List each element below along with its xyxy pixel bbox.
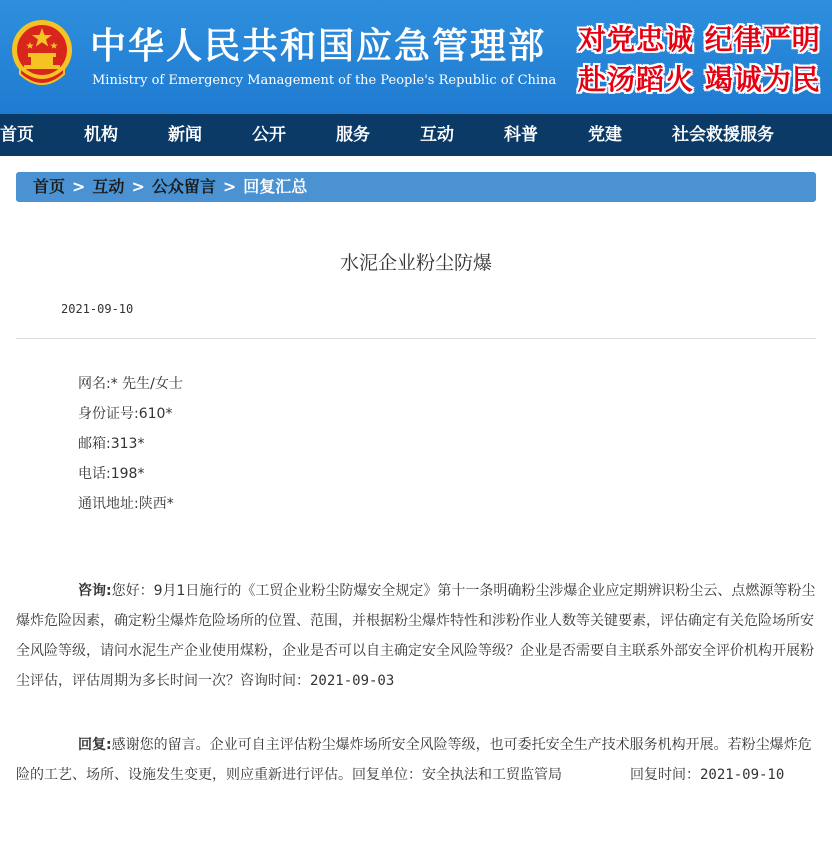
consult-paragraph <box>16 576 818 696</box>
reply-paragraph <box>16 730 818 790</box>
reply-label: 回复: <box>78 737 112 753</box>
main-nav <box>0 114 832 156</box>
breadcrumb-interaction[interactable]: 互动 <box>92 177 125 196</box>
consult-label: 咨询: <box>78 583 112 599</box>
breadcrumb-separator: > <box>131 177 145 196</box>
divider <box>16 338 816 339</box>
nav-item-disclosure[interactable]: 公开 <box>252 125 286 145</box>
info-id-number: 身份证号:610* <box>78 406 173 422</box>
info-email: 邮箱:313* <box>78 436 145 452</box>
breadcrumb-separator: > <box>72 177 86 196</box>
reply-text: 感谢您的留言。企业可自主评估粉尘爆炸场所安全风险等级，也可委托安全生产技术服务机构开展。若粉尘爆炸危险的工艺、场所、设施发生变更，则应重新进行评估。 <box>16 737 812 783</box>
nav-item-services[interactable]: 服务 <box>336 125 370 145</box>
breadcrumb-current[interactable]: 回复汇总 <box>243 177 308 196</box>
reply-time: 2021-09-10 <box>700 767 785 783</box>
reply-unit: 安全执法和工贸监管局 <box>422 767 562 783</box>
consult-time: 2021-09-03 <box>310 673 395 689</box>
breadcrumb-separator: > <box>222 177 237 196</box>
article-title: 水泥企业粉尘防爆 <box>339 252 492 274</box>
consult-time-label: 咨询时间： <box>240 673 310 689</box>
reply-unit-label: 回复单位： <box>352 767 422 783</box>
info-name: 网名:* 先生/女士 <box>78 376 183 392</box>
breadcrumb-home[interactable]: 首页 <box>33 177 66 196</box>
national-emblem-icon[interactable] <box>10 16 74 88</box>
nav-item-interaction[interactable]: 互动 <box>420 125 454 145</box>
publish-date: 2021-09-10 <box>61 302 134 316</box>
nav-item-science[interactable]: 科普 <box>504 125 538 145</box>
reply-time-label: 回复时间： <box>630 767 700 783</box>
nav-item-agencies[interactable]: 机构 <box>84 125 118 145</box>
slogan-line-2: 赴汤蹈火 竭诚为民 <box>578 63 821 96</box>
breadcrumb <box>16 172 816 202</box>
site-title[interactable]: 中华人民共和国应急管理部 <box>90 26 547 67</box>
breadcrumb-public-messages[interactable]: 公众留言 <box>151 177 216 196</box>
nav-item-party[interactable]: 党建 <box>588 125 622 145</box>
nav-item-home[interactable]: 首页 <box>0 125 34 145</box>
info-phone: 电话:198* <box>78 466 145 482</box>
site-subtitle: Ministry of Emergency Management of the People's Republic of China <box>92 73 557 88</box>
info-address: 通讯地址:陕西* <box>78 496 174 512</box>
nav-item-rescue-services[interactable]: 社会救援服务 <box>672 125 774 145</box>
consult-text: 您好：9月1日施行的《工贸企业粉尘防爆安全规定》第十一条明确粉尘涉爆企业应定期辨识粉尘云、点燃源等粉尘爆炸危险因素，确定粉尘爆炸危险场所的位置、范围，并根据粉尘爆炸特性和涉粉作业人数等关键要素，评估确定有关危险场所安全风险等级，请问水泥生产企业使用煤粉，企业是否可以自主确定安全风险等级？企业是否需要自主联系外部安全评价机构开展粉尘评估，评估周期为多长时间一次？ <box>16 583 816 689</box>
slogan-line-1: 对党忠诚 纪律严明 <box>578 23 821 56</box>
nav-item-news[interactable]: 新闻 <box>168 125 202 145</box>
site-header <box>0 0 832 114</box>
